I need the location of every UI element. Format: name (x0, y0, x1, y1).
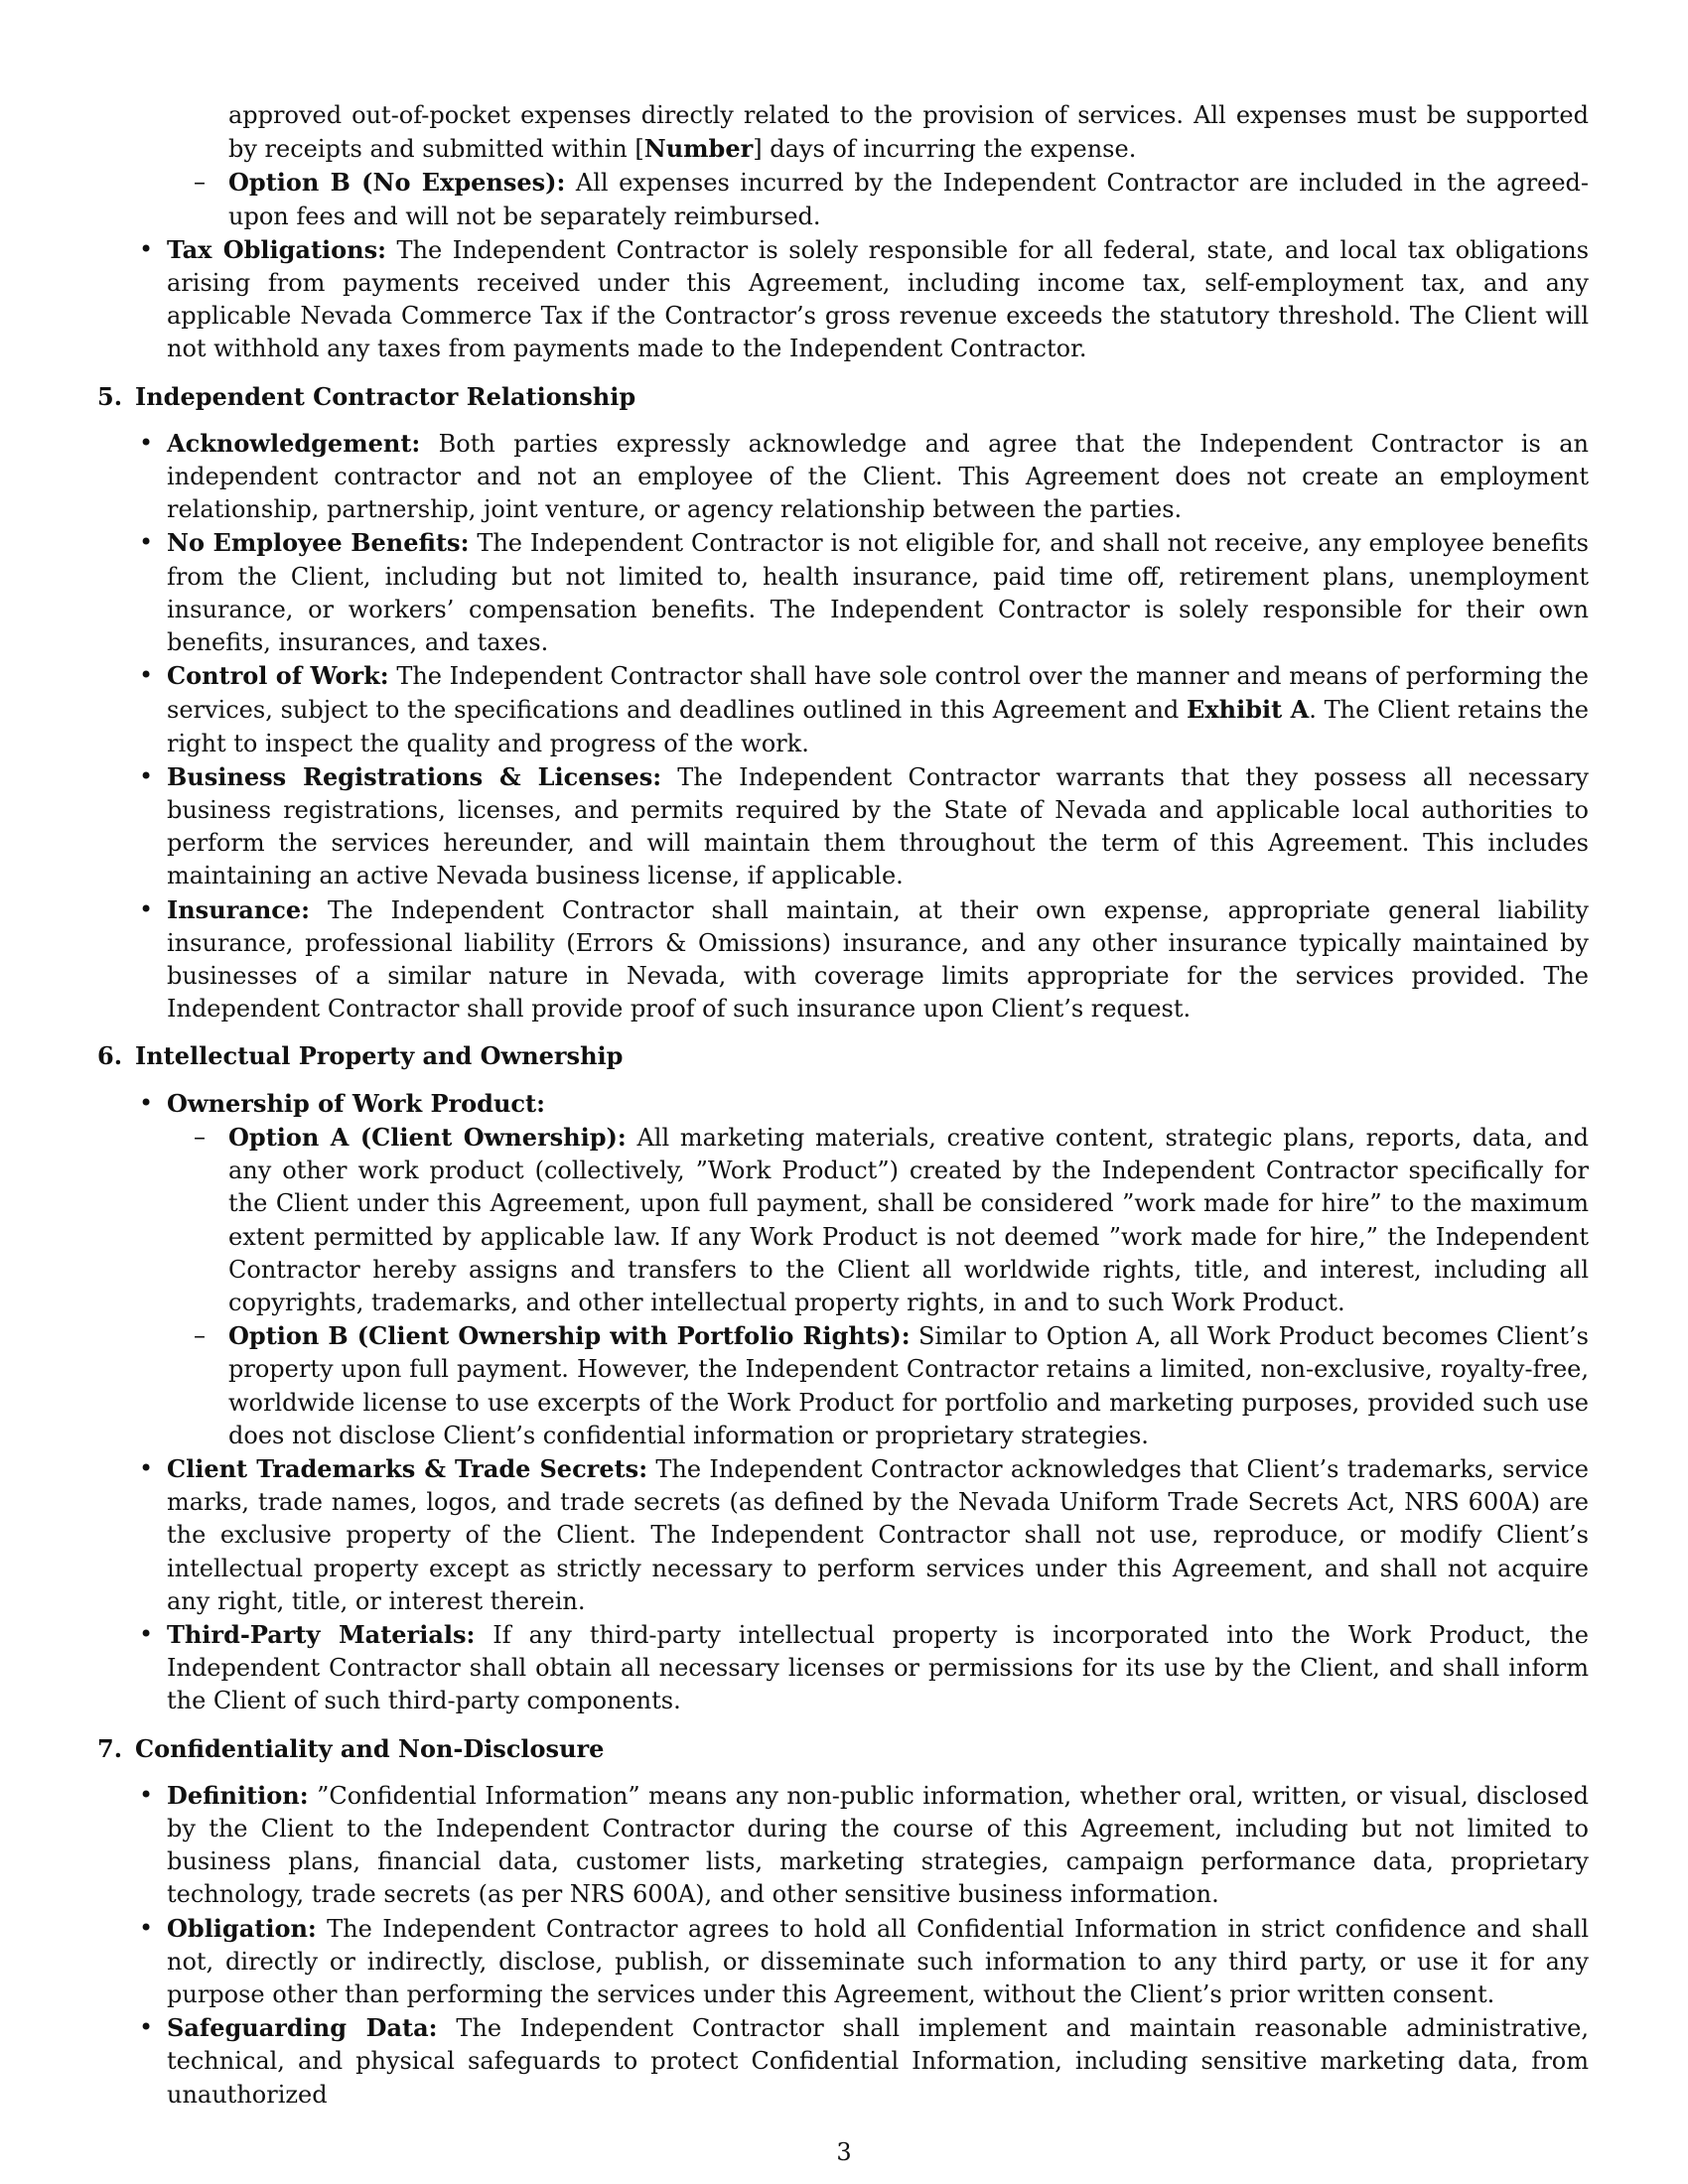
insurance-label: Insurance: (167, 894, 311, 924)
dash-marker: – (194, 168, 206, 197)
option-a-text: All marketing materials, creative content, strategic plans, reports, data, and any other work product (collectively, ”Work Product”) created by the Independent Contractor specifically for the Client under this Agreement, upon full payment, shall be considered ”work made for hire” to the maximum extent permitted by applicable law. If any Work Product is not deemed ”work made for hire,” the Independent Contractor hereby assigns and transfers to the Client all worldwide rights, title, and interest, including all copyrights, trademarks, and other intellectual property rights, in and to such Work Product. (228, 1123, 1590, 1316)
bullet-marker: • (139, 894, 154, 923)
section-number: 7. (97, 1733, 123, 1763)
section-5-heading (97, 380, 1589, 413)
third-party-label: Third-Party Materials: (167, 1619, 476, 1649)
definition-item (139, 1779, 1589, 1912)
client-trademarks-item (139, 1452, 1590, 1618)
obligation-text: The Independent Contractor agrees to hold all Confidential Information in strict confidence and shall not, directly or indirectly, disclose, publish, or disseminate such information to any third party, or use it for any purpose other than performing the services under this Agreement, without the Client’s prior written consent. (167, 1914, 1589, 2008)
no-employee-benefits-item (139, 526, 1589, 659)
continuation-text: approved out-of-pocket expenses directly related to the provision of services. All expenses must be supported by receipts and submitted within [ (228, 101, 1589, 164)
ownership-label: Ownership of Work Product: (167, 1088, 545, 1118)
section-number: 5. (97, 381, 123, 411)
section-title: Intellectual Property and Ownership (135, 1041, 624, 1071)
bullet-marker: • (139, 428, 154, 457)
option-a-label: Option A (Client Ownership): (228, 1122, 627, 1152)
exhibit-reference: Exhibit A (1187, 695, 1310, 725)
option-b-label: Option B (No Expenses): (228, 168, 566, 198)
control-text: The Independent Contractor shall have sole control over the manner and means of performing the services, subject to the specifications and deadlines outlined in this Agreement and (167, 662, 1589, 725)
third-party-text: If any third-party intellectual property is incorporated into the Work Product, the Independent Contractor shall obtain all necessary licenses or permissions for its use by the Client, and shall inform the Client of such third-party components. (167, 1620, 1589, 1715)
bullet-marker: • (139, 1453, 154, 1482)
option-b-text: Similar to Option A, all Work Product becomes Client’s property upon full payment. However, the Independent Contractor retains a limited, non-exclusive, royalty-free, worldwide license to use excerpts of the Work Product for portfolio and marketing purposes, provided such use does not disclose Client’s confidential information or proprietary strategies. (228, 1322, 1589, 1449)
option-b-text: All expenses incurred by the Independent Contractor are included in the agreed-upon fees and will not be separately reimbursed. (228, 169, 1590, 230)
section-title: Independent Contractor Relationship (135, 381, 636, 411)
insurance-item (139, 893, 1589, 1026)
ownership-option-a (194, 1121, 1590, 1319)
insurance-text: The Independent Contractor shall maintain, at their own expense, appropriate general liability insurance, professional liability (Errors & Omissions) insurance, and any other insurance typically maintained by businesses of a similar nature in Nevada, with coverage limits appropriate for the services provided. The Independent Contractor shall provide proof of such insurance upon Client’s request. (167, 895, 1589, 1024)
section-6-heading (97, 1039, 1589, 1072)
bullet-marker: • (139, 661, 154, 690)
registrations-label: Business Registrations & Licenses: (167, 761, 662, 791)
control-of-work-item (139, 659, 1590, 760)
expenses-option-a-continuation (228, 99, 1589, 166)
definition-label: Definition: (167, 1780, 309, 1810)
section-title: Confidentiality and Non-Disclosure (135, 1733, 605, 1763)
obligation-label: Obligation: (167, 1913, 317, 1943)
registrations-text: The Independent Contractor warrants that they possess all necessary business registrations, licenses, and permits required by the State of Nevada and applicable local authorities to perform the services hereunder, and will maintain them throughout the term of this Agreement. This includes maintaining an active Nevada business license, if applicable. (167, 762, 1589, 890)
page-content (97, 99, 1589, 2112)
bullet-marker: • (139, 1619, 154, 1648)
third-party-materials-item (139, 1618, 1589, 1718)
benefits-text: The Independent Contractor is not eligible for, and shall not receive, any employee benefits from the Client, including but not limited to, health insurance, paid time off, retirement plans, unemployment insurance, or workers’ compensation benefits. The Independent Contractor is solely responsible for their own benefits, insurances, and taxes. (167, 529, 1589, 657)
definition-text: ”Confidential Information” means any non-public information, whether oral, written, or visual, disclosed by the Client to the Independent Contractor during the course of this Agreement, including but not limited to business plans, financial data, customer lists, marketing strategies, campaign performance data, proprietary technology, trade secrets (as per NRS 600A), and other sensitive business information. (167, 1781, 1589, 1909)
safeguarding-label: Safeguarding Data: (167, 2013, 438, 2043)
bullet-marker: • (139, 1088, 154, 1117)
benefits-label: No Employee Benefits: (167, 528, 470, 558)
bullet-marker: • (139, 234, 154, 263)
safeguarding-data-item (139, 2011, 1589, 2112)
expenses-option-b (194, 166, 1590, 232)
bullet-marker: • (139, 761, 154, 790)
bullet-marker: • (139, 1780, 154, 1809)
continuation-text-end: ] days of incurring the expense. (753, 135, 1137, 164)
dash-marker: – (194, 1122, 206, 1151)
section-number: 6. (97, 1041, 123, 1071)
acknowledgement-text: Both parties expressly acknowledge and agree that the Independent Contractor is an independent contractor and not an employee of the Client. This Agreement does not create an employment relationship, partnership, joint venture, or agency relationship between the parties. (167, 429, 1589, 524)
control-label: Control of Work: (167, 661, 389, 691)
trademarks-label: Client Trademarks & Trade Secrets: (167, 1453, 648, 1483)
control-text-end: . The Client retains the right to inspect the quality and progress of the work. (167, 696, 1590, 757)
section-7-heading (97, 1732, 1589, 1765)
page-number: 3 (836, 2138, 852, 2166)
option-b-label: Option B (Client Ownership with Portfolio Rights): (228, 1321, 911, 1351)
number-placeholder: Number (643, 134, 754, 164)
obligation-item (139, 1912, 1589, 2012)
ownership-of-work-product-item (139, 1087, 1589, 1121)
acknowledgement-item (139, 427, 1589, 527)
tax-obligations-item (139, 233, 1590, 366)
safeguarding-text: The Independent Contractor shall implement and maintain reasonable administrative, technical, and physical safeguards to protect Confidential Information, including sensitive marketing data, from unauthorized (167, 2014, 1589, 2109)
bullet-marker: • (139, 1913, 154, 1942)
trademarks-text: The Independent Contractor acknowledges that Client’s trademarks, service marks, trade names, logos, and trade secrets (as defined by the Nevada Uniform Trade Secrets Act, NRS 600A) are the exclusive property of the Client. The Independent Contractor shall not use, reproduce, or modify Client’s intellectual property except as strictly necessary to perform services under this Agreement, and shall not acquire any right, title, or interest therein. (167, 1454, 1590, 1615)
ownership-option-b (194, 1319, 1589, 1452)
bullet-marker: • (139, 2013, 154, 2042)
dash-marker: – (194, 1321, 206, 1350)
tax-obligations-text: The Independent Contractor is solely responsible for all federal, state, and local tax obligations arising from payments received under this Agreement, including income tax, self-employment tax, and any applicable Nevada Commerce Tax if the Contractor’s gross revenue exceeds the statutory threshold. The Client will not withhold any taxes from payments made to the Independent Contractor. (167, 235, 1590, 363)
business-registrations-item (139, 760, 1589, 893)
bullet-marker: • (139, 528, 154, 557)
tax-obligations-label: Tax Obligations: (167, 234, 386, 264)
acknowledgement-label: Acknowledgement: (167, 428, 421, 458)
